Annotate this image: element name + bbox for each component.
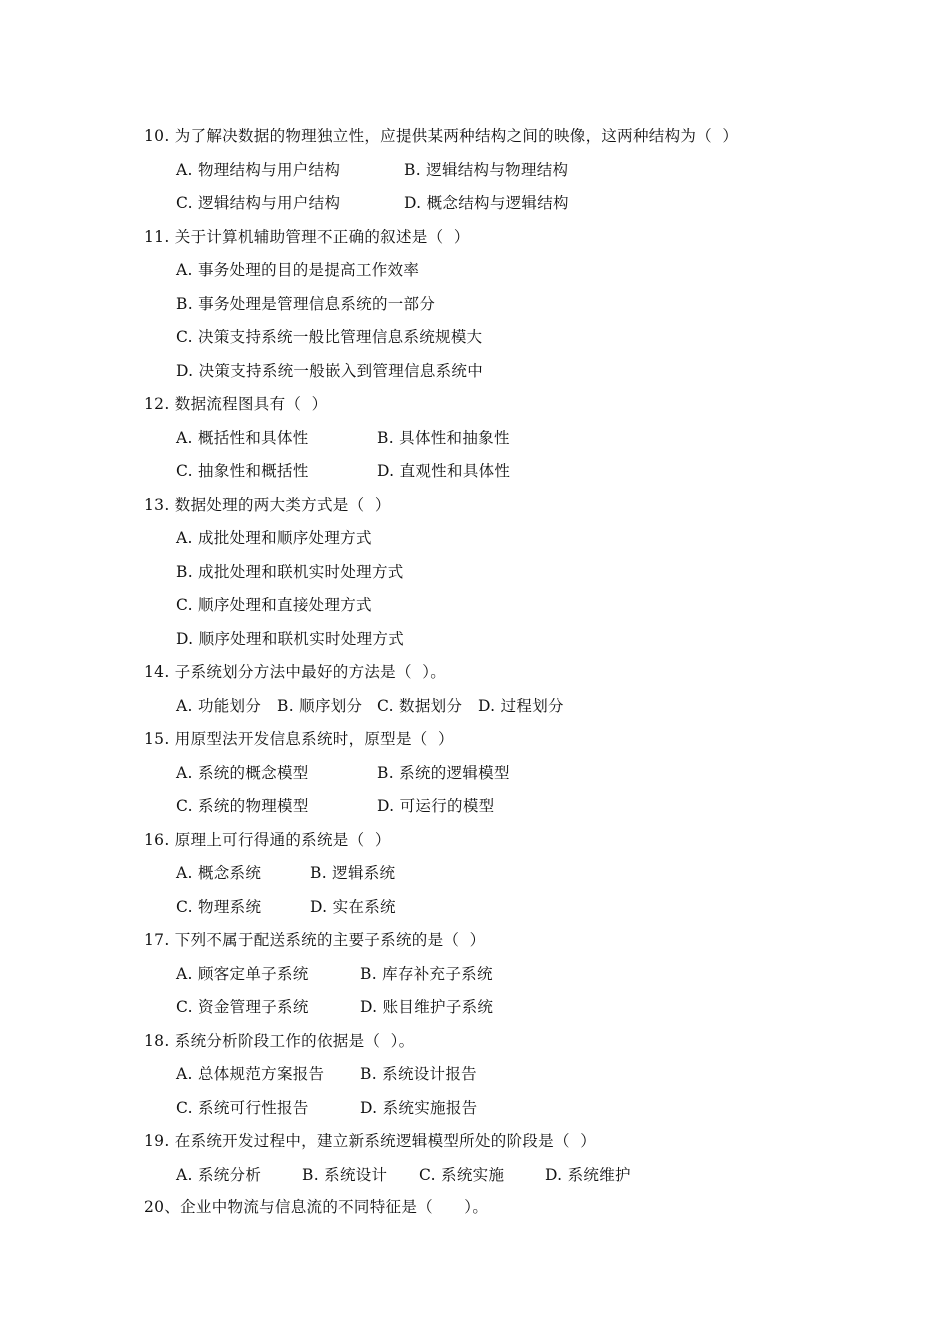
- question-18-stem: 18. 系统分析阶段工作的依据是（ ）。: [144, 1032, 415, 1050]
- question-11-option-b: B. 事务处理是管理信息系统的一部分: [176, 295, 436, 313]
- question-19-option-b: B. 系统设计: [302, 1166, 388, 1184]
- question-12-option-b: B. 具体性和抽象性: [377, 429, 510, 447]
- question-11-stem: 11. 关于计算机辅助管理不正确的叙述是（ ）: [144, 228, 470, 246]
- question-10-option-b: B. 逻辑结构与物理结构: [404, 161, 569, 179]
- question-18-option-d: D. 系统实施报告: [360, 1099, 478, 1117]
- question-11-option-c: C. 决策支持系统一般比管理信息系统规模大: [176, 328, 483, 346]
- question-18-option-c: C. 系统可行性报告: [176, 1099, 309, 1117]
- question-13-stem: 13. 数据处理的两大类方式是（ ）: [144, 496, 391, 514]
- question-17-option-c: C. 资金管理子系统: [176, 998, 309, 1016]
- question-11-option-a: A. 事务处理的目的是提高工作效率: [176, 261, 420, 279]
- question-14-option-c: C. 数据划分: [377, 697, 463, 715]
- question-10-stem: 10. 为了解决数据的物理独立性，应提供某两种结构之间的映像，这两种结构为（ ）: [144, 127, 739, 145]
- question-12-option-c: C. 抽象性和概括性: [176, 462, 309, 480]
- question-12-option-d: D. 直观性和具体性: [377, 462, 511, 480]
- question-20-stem: 20、企业中物流与信息流的不同特征是（ ）。: [144, 1198, 489, 1216]
- question-19-stem: 19. 在系统开发过程中，建立新系统逻辑模型所处的阶段是（ ）: [144, 1132, 597, 1150]
- question-17-option-d: D. 账目维护子系统: [360, 998, 494, 1016]
- question-16-stem: 16. 原理上可行得通的系统是（ ）: [144, 831, 391, 849]
- question-12-option-a: A. 概括性和具体性: [176, 429, 309, 447]
- question-18-option-a: A. 总体规范方案报告: [176, 1065, 325, 1083]
- question-14-option-b: B. 顺序划分: [277, 697, 363, 715]
- question-11-option-d: D. 决策支持系统一般嵌入到管理信息系统中: [176, 362, 484, 380]
- question-15-option-b: B. 系统的逻辑模型: [377, 764, 510, 782]
- question-17-stem: 17. 下列不属于配送系统的主要子系统的是（ ）: [144, 931, 486, 949]
- question-15-option-a: A. 系统的概念模型: [176, 764, 309, 782]
- question-19-option-c: C. 系统实施: [419, 1166, 505, 1184]
- question-14-option-a: A. 功能划分: [176, 697, 262, 715]
- question-15-stem: 15. 用原型法开发信息系统时，原型是（ ）: [144, 730, 454, 748]
- question-14-option-d: D. 过程划分: [478, 697, 564, 715]
- question-15-option-d: D. 可运行的模型: [377, 797, 495, 815]
- question-17-option-b: B. 库存补充子系统: [360, 965, 493, 983]
- question-10-option-c: C. 逻辑结构与用户结构: [176, 194, 341, 212]
- question-13-option-a: A. 成批处理和顺序处理方式: [176, 529, 372, 547]
- question-12-stem: 12. 数据流程图具有（ ）: [144, 395, 328, 413]
- question-19-option-a: A. 系统分析: [176, 1166, 262, 1184]
- question-18-option-b: B. 系统设计报告: [360, 1065, 477, 1083]
- question-13-option-c: C. 顺序处理和直接处理方式: [176, 596, 372, 614]
- question-13-option-b: B. 成批处理和联机实时处理方式: [176, 563, 404, 581]
- question-16-option-a: A. 概念系统: [176, 864, 262, 882]
- question-14-stem: 14. 子系统划分方法中最好的方法是（ ）。: [144, 663, 447, 681]
- question-16-option-c: C. 物理系统: [176, 898, 262, 916]
- question-19-option-d: D. 系统维护: [545, 1166, 631, 1184]
- question-10-option-d: D. 概念结构与逻辑结构: [404, 194, 569, 212]
- question-17-option-a: A. 顾客定单子系统: [176, 965, 309, 983]
- question-13-option-d: D. 顺序处理和联机实时处理方式: [176, 630, 405, 648]
- question-16-option-b: B. 逻辑系统: [310, 864, 396, 882]
- question-10-option-a: A. 物理结构与用户结构: [176, 161, 341, 179]
- question-16-option-d: D. 实在系统: [310, 898, 396, 916]
- question-15-option-c: C. 系统的物理模型: [176, 797, 309, 815]
